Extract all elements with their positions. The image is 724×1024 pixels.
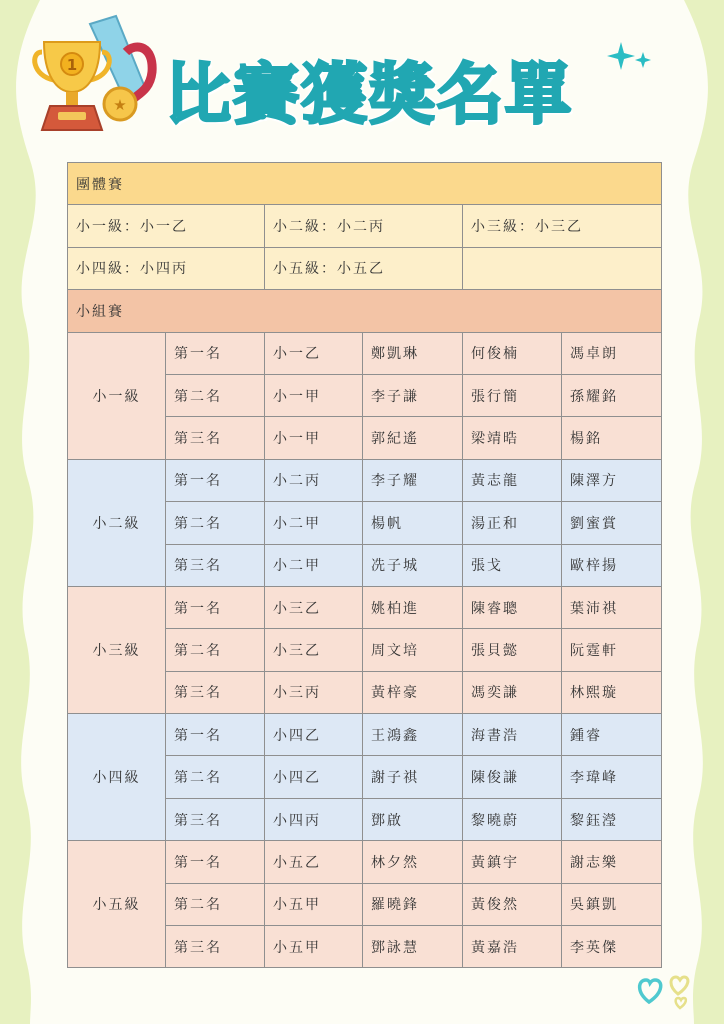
grade-label: 小一級 — [68, 332, 166, 459]
team-result: 小五級：小五乙 — [265, 247, 463, 289]
grade-label: 小五級 — [68, 841, 166, 968]
class-cell: 小一甲 — [265, 374, 363, 416]
team-results-row — [68, 247, 662, 289]
place-cell: 第三名 — [166, 671, 265, 713]
name-cell: 吳鎮凱 — [562, 883, 662, 925]
name-cell: 李子謙 — [363, 374, 463, 416]
team-heading-row — [68, 163, 662, 205]
class-cell: 小三丙 — [265, 671, 363, 713]
team-result: 小二級：小二丙 — [265, 205, 463, 247]
table-row — [68, 841, 662, 883]
place-cell: 第一名 — [166, 586, 265, 628]
awards-table — [67, 162, 662, 968]
name-cell: 馮奕謙 — [463, 671, 562, 713]
name-cell: 黎曉蔚 — [463, 798, 562, 840]
name-cell: 黎鈺瀅 — [562, 798, 662, 840]
name-cell: 孫耀銘 — [562, 374, 662, 416]
name-cell: 黃鎮宇 — [463, 841, 562, 883]
name-cell: 羅曉鋒 — [363, 883, 463, 925]
class-cell: 小二甲 — [265, 544, 363, 586]
table-row — [68, 332, 662, 374]
name-cell: 冼子城 — [363, 544, 463, 586]
class-cell: 小一乙 — [265, 332, 363, 374]
grade-label: 小四級 — [68, 714, 166, 841]
team-heading: 團體賽 — [68, 163, 662, 205]
class-cell: 小四乙 — [265, 756, 363, 798]
team-results-row — [68, 205, 662, 247]
place-cell: 第二名 — [166, 502, 265, 544]
group-heading: 小組賽 — [68, 290, 662, 332]
class-cell: 小三乙 — [265, 629, 363, 671]
name-cell: 林夕然 — [363, 841, 463, 883]
place-cell: 第二名 — [166, 629, 265, 671]
name-cell: 李瑋峰 — [562, 756, 662, 798]
table-row — [68, 714, 662, 756]
place-cell: 第一名 — [166, 714, 265, 756]
name-cell: 阮霆軒 — [562, 629, 662, 671]
name-cell: 黃嘉浩 — [463, 926, 562, 968]
name-cell: 鍾睿 — [562, 714, 662, 756]
name-cell: 姚柏進 — [363, 586, 463, 628]
name-cell: 楊銘 — [562, 417, 662, 459]
name-cell: 郭紀遙 — [363, 417, 463, 459]
group-heading-row — [68, 290, 662, 332]
name-cell: 鄧詠慧 — [363, 926, 463, 968]
name-cell: 周文培 — [363, 629, 463, 671]
class-cell: 小二丙 — [265, 459, 363, 501]
name-cell: 鄭凱琳 — [363, 332, 463, 374]
name-cell: 黃梓豪 — [363, 671, 463, 713]
name-cell: 張貝懿 — [463, 629, 562, 671]
name-cell: 張行簡 — [463, 374, 562, 416]
class-cell: 小四乙 — [265, 714, 363, 756]
name-cell: 李英傑 — [562, 926, 662, 968]
name-cell: 陳澤方 — [562, 459, 662, 501]
name-cell: 海書浩 — [463, 714, 562, 756]
place-cell: 第三名 — [166, 417, 265, 459]
team-result: 小一級：小一乙 — [68, 205, 265, 247]
name-cell: 黃志龍 — [463, 459, 562, 501]
sparkle-icon — [605, 40, 655, 76]
team-result: 小四級：小四丙 — [68, 247, 265, 289]
name-cell: 湯正和 — [463, 502, 562, 544]
place-cell: 第一名 — [166, 841, 265, 883]
name-cell: 劉蜜賞 — [562, 502, 662, 544]
name-cell: 李子耀 — [363, 459, 463, 501]
class-cell: 小五甲 — [265, 883, 363, 925]
name-cell: 馮卓朗 — [562, 332, 662, 374]
place-cell: 第二名 — [166, 883, 265, 925]
name-cell: 陳俊謙 — [463, 756, 562, 798]
place-cell: 第三名 — [166, 798, 265, 840]
grade-label: 小二級 — [68, 459, 166, 586]
place-cell: 第二名 — [166, 374, 265, 416]
name-cell: 何俊楠 — [463, 332, 562, 374]
place-cell: 第一名 — [166, 459, 265, 501]
team-result: 小三級：小三乙 — [463, 205, 662, 247]
name-cell: 謝志樂 — [562, 841, 662, 883]
name-cell: 梁靖晧 — [463, 417, 562, 459]
table-row — [68, 586, 662, 628]
table-row — [68, 459, 662, 501]
name-cell: 黃俊然 — [463, 883, 562, 925]
name-cell: 陳睿聰 — [463, 586, 562, 628]
class-cell: 小三乙 — [265, 586, 363, 628]
name-cell: 王鴻鑫 — [363, 714, 463, 756]
name-cell: 林熙璇 — [562, 671, 662, 713]
place-cell: 第三名 — [166, 544, 265, 586]
place-cell: 第一名 — [166, 332, 265, 374]
class-cell: 小一甲 — [265, 417, 363, 459]
place-cell: 第二名 — [166, 756, 265, 798]
name-cell: 謝子祺 — [363, 756, 463, 798]
heart-icon — [634, 972, 696, 1012]
name-cell: 楊帆 — [363, 502, 463, 544]
class-cell: 小二甲 — [265, 502, 363, 544]
svg-text:1: 1 — [66, 56, 78, 74]
empty-cell — [463, 247, 662, 289]
page-title: 比賽獲獎名單 — [165, 56, 573, 133]
svg-text:★: ★ — [113, 96, 127, 114]
name-cell: 歐梓揚 — [562, 544, 662, 586]
medal-icon — [90, 16, 152, 120]
grade-label: 小三級 — [68, 586, 166, 713]
class-cell: 小四丙 — [265, 798, 363, 840]
class-cell: 小五甲 — [265, 926, 363, 968]
place-cell: 第三名 — [166, 926, 265, 968]
name-cell: 葉沛祺 — [562, 586, 662, 628]
name-cell: 張戈 — [463, 544, 562, 586]
class-cell: 小五乙 — [265, 841, 363, 883]
trophy-icon — [28, 12, 158, 137]
name-cell: 鄧啟 — [363, 798, 463, 840]
